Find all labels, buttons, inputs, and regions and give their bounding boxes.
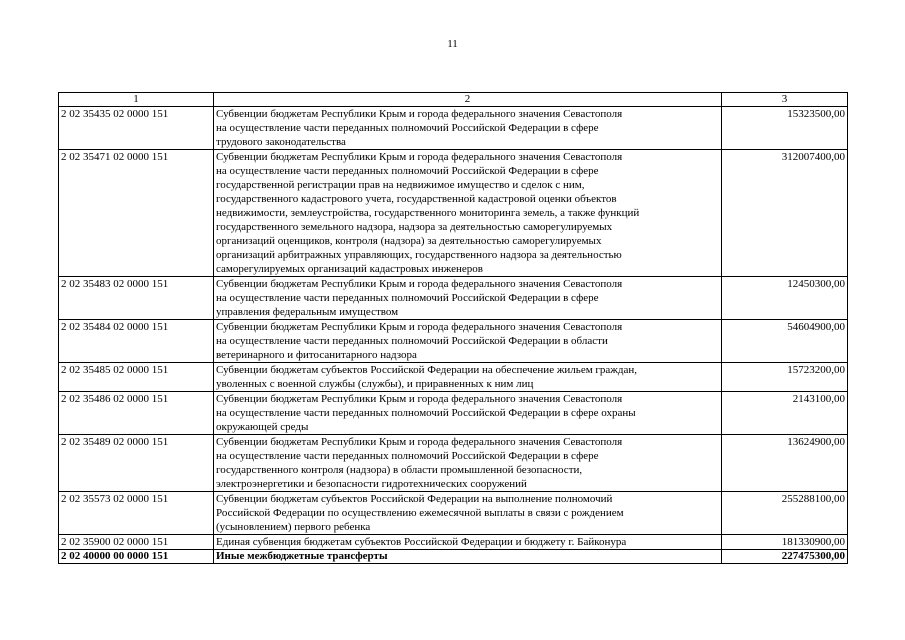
- row-description: Субвенции бюджетам Республики Крым и города федерального значения Севастополя на осуществление части переданных полномочий Российской Федерации в сфере трудового законодательства: [214, 107, 722, 150]
- row-description: Субвенции бюджетам Республики Крым и города федерального значения Севастополя на осуществление части переданных полномочий Российской Федерации в сфере управления федеральным имуществом: [214, 277, 722, 320]
- row-amount: 181330900,00: [722, 535, 848, 550]
- row-amount: 13624900,00: [722, 435, 848, 492]
- table-row: [59, 435, 848, 492]
- row-description: Субвенции бюджетам Республики Крым и города федерального значения Севастополя на осуществление части переданных полномочий Российской Федерации в сфере государственного контроля (надзора) в области промышленной безопасности, электроэнергетики и безопасности гидротехнических сооружений: [214, 435, 722, 492]
- row-code: 2 02 35485 02 0000 151: [59, 363, 214, 392]
- row-amount: 12450300,00: [722, 277, 848, 320]
- row-amount: 312007400,00: [722, 150, 848, 277]
- row-description: Субвенции бюджетам субъектов Российской Федерации на выполнение полномочий Российской Федерации по осуществлению ежемесячной выплаты в связи с рождением (усыновлением) первого ребенка: [214, 492, 722, 535]
- table-body: [59, 107, 848, 564]
- table-row: [59, 107, 848, 150]
- row-code: 2 02 35573 02 0000 151: [59, 492, 214, 535]
- row-amount: 15323500,00: [722, 107, 848, 150]
- table-row: [59, 550, 848, 564]
- table-row: [59, 277, 848, 320]
- row-description: Субвенции бюджетам Республики Крым и города федерального значения Севастополя на осуществление части переданных полномочий Российской Федерации в области ветеринарного и фитосанитарного надзора: [214, 320, 722, 363]
- row-amount: 2143100,00: [722, 392, 848, 435]
- row-amount: 227475300,00: [722, 550, 848, 564]
- row-code: 2 02 35471 02 0000 151: [59, 150, 214, 277]
- row-code: 2 02 35486 02 0000 151: [59, 392, 214, 435]
- table-row: [59, 492, 848, 535]
- row-code: 2 02 35484 02 0000 151: [59, 320, 214, 363]
- column-header-3: 3: [722, 93, 848, 107]
- row-amount: 255288100,00: [722, 492, 848, 535]
- row-description: Иные межбюджетные трансферты: [214, 550, 722, 564]
- table-row: [59, 150, 848, 277]
- row-description: Единая субвенция бюджетам субъектов Российской Федерации и бюджету г. Байконура: [214, 535, 722, 550]
- table-row: [59, 363, 848, 392]
- budget-table: [58, 92, 848, 564]
- column-header-1: 1: [59, 93, 214, 107]
- row-code: 2 02 40000 00 0000 151: [59, 550, 214, 564]
- row-description: Субвенции бюджетам субъектов Российской Федерации на обеспечение жильем граждан, уволенных с военной службы (службы), и приравненных к ним лиц: [214, 363, 722, 392]
- row-code: 2 02 35435 02 0000 151: [59, 107, 214, 150]
- column-header-2: 2: [214, 93, 722, 107]
- page-number: 11: [447, 38, 458, 50]
- row-code: 2 02 35483 02 0000 151: [59, 277, 214, 320]
- table-row: [59, 320, 848, 363]
- row-description: Субвенции бюджетам Республики Крым и города федерального значения Севастополя на осуществление части переданных полномочий Российской Федерации в сфере охраны окружающей среды: [214, 392, 722, 435]
- table-header-row: [59, 93, 848, 107]
- table-row: [59, 535, 848, 550]
- row-amount: 54604900,00: [722, 320, 848, 363]
- row-amount: 15723200,00: [722, 363, 848, 392]
- table-row: [59, 392, 848, 435]
- row-description: Субвенции бюджетам Республики Крым и города федерального значения Севастополя на осуществление части переданных полномочий Российской Федерации в сфере государственной регистрации прав на недвижимое имущество и сделок с ним, государственного кадастрового учета, государственной кадастровой оценки объектов недвижимости, землеустройства, государственного мониторинга земель, а также функций государственного земельного надзора, надзора за деятельностью саморегулируемых организаций оценщиков, контроля (надзора) за деятельностью саморегулируемых организаций арбитражных управляющих, государственного надзора за деятельностью саморегулируемых организаций кадастровых инженеров: [214, 150, 722, 277]
- row-code: 2 02 35900 02 0000 151: [59, 535, 214, 550]
- row-code: 2 02 35489 02 0000 151: [59, 435, 214, 492]
